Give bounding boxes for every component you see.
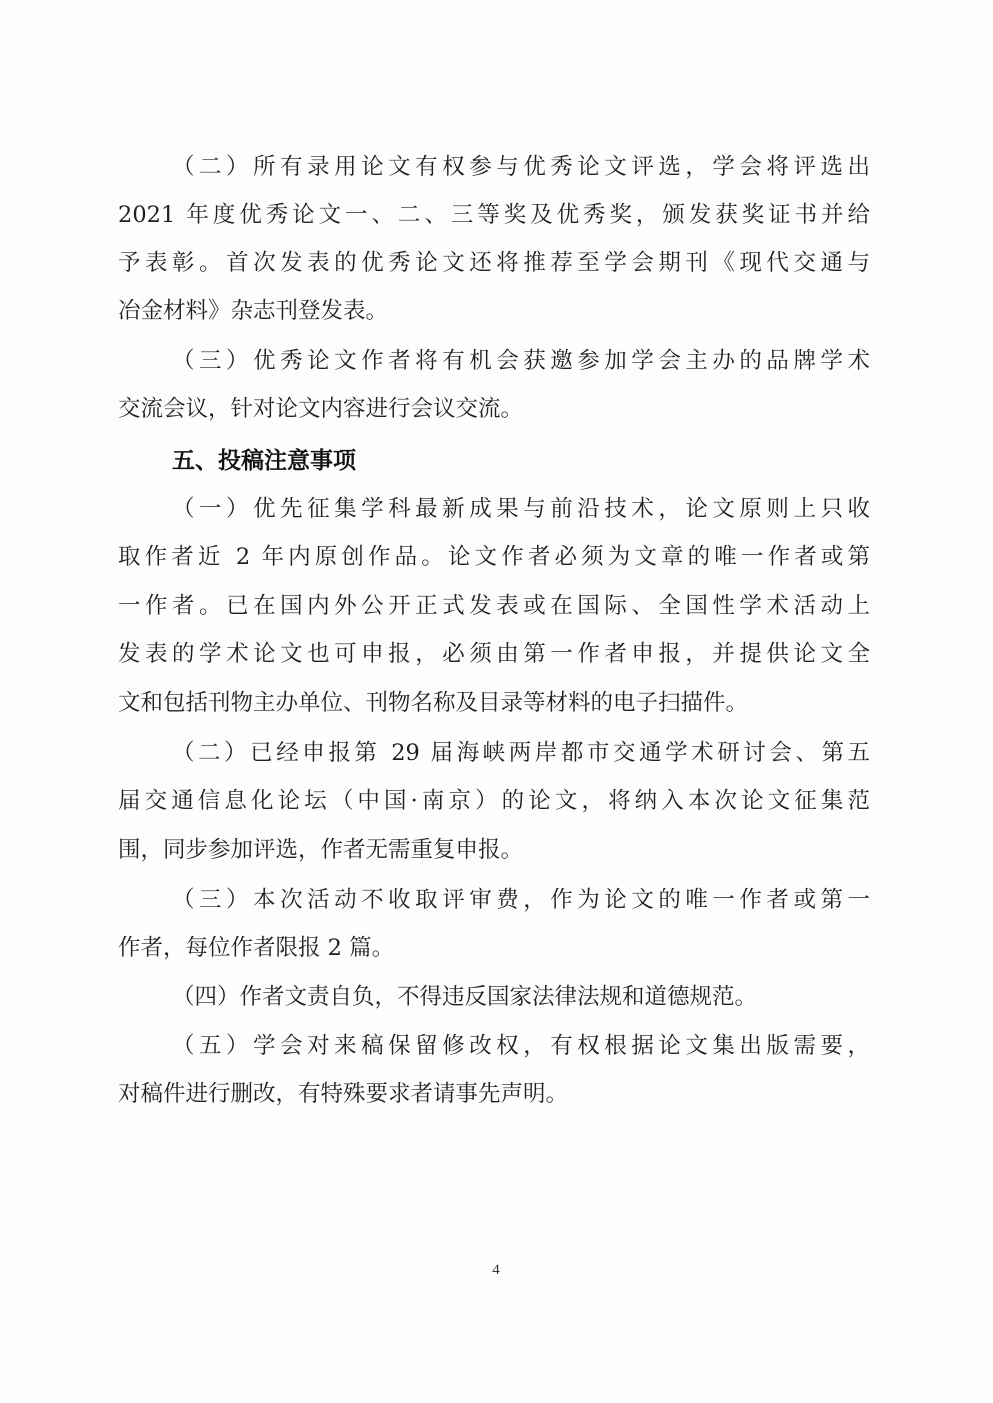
paragraph-line: 一作者。已在国内外公开正式发表或在国际、全国性学术活动上 [118, 593, 870, 619]
paragraph-line: 发表的学术论文也可申报，必须由第一作者申报，并提供论文全 [118, 641, 870, 667]
paragraph-line: 2021 年度优秀论文一、二、三等奖及优秀奖，颁发获奖证书并给 [118, 202, 870, 228]
paragraph-line: 交流会议，针对论文内容进行会议交流。 [118, 396, 524, 422]
paragraph-line: 对稿件进行删改，有特殊要求者请事先声明。 [118, 1081, 569, 1107]
page-number: 4 [492, 1262, 500, 1278]
paragraph-line: 围，同步参加评选，作者无需重复申报。 [118, 837, 524, 863]
paragraph-line: （三）本次活动不收取评审费，作为论文的唯一作者或第一 [172, 887, 870, 913]
paragraph-line: （三）优秀论文作者将有机会获邀参加学会主办的品牌学术 [172, 348, 870, 374]
paragraph-line: （一）优先征集学科最新成果与前沿技术，论文原则上只收 [172, 496, 870, 522]
paragraph-line: 冶金材料》杂志刊登发表。 [118, 298, 389, 324]
paragraph-line: （五）学会对来稿保留修改权，有权根据论文集出版需要， [172, 1033, 870, 1059]
paragraph-line: 届交通信息化论坛（中国·南京）的论文，将纳入本次论文征集范 [118, 788, 870, 814]
paragraph-line: （二）已经申报第 29 届海峡两岸都市交通学术研讨会、第五 [172, 740, 870, 766]
paragraph-line: （四）作者文责自负，不得违反国家法律法规和道德规范。 [172, 984, 758, 1010]
section-heading: 五、投稿注意事项 [172, 448, 356, 474]
paragraph-line: 文和包括刊物主办单位、刊物名称及目录等材料的电子扫描件。 [118, 690, 749, 716]
paragraph-line: （二）所有录用论文有权参与优秀论文评选，学会将评选出 [172, 154, 870, 180]
paragraph-line: 予表彰。首次发表的优秀论文还将推荐至学会期刊《现代交通与 [118, 250, 870, 276]
paragraph-line: 取作者近 2 年内原创作品。论文作者必须为文章的唯一作者或第 [118, 544, 870, 570]
paragraph-line: 作者，每位作者限报 2 篇。 [118, 935, 395, 961]
